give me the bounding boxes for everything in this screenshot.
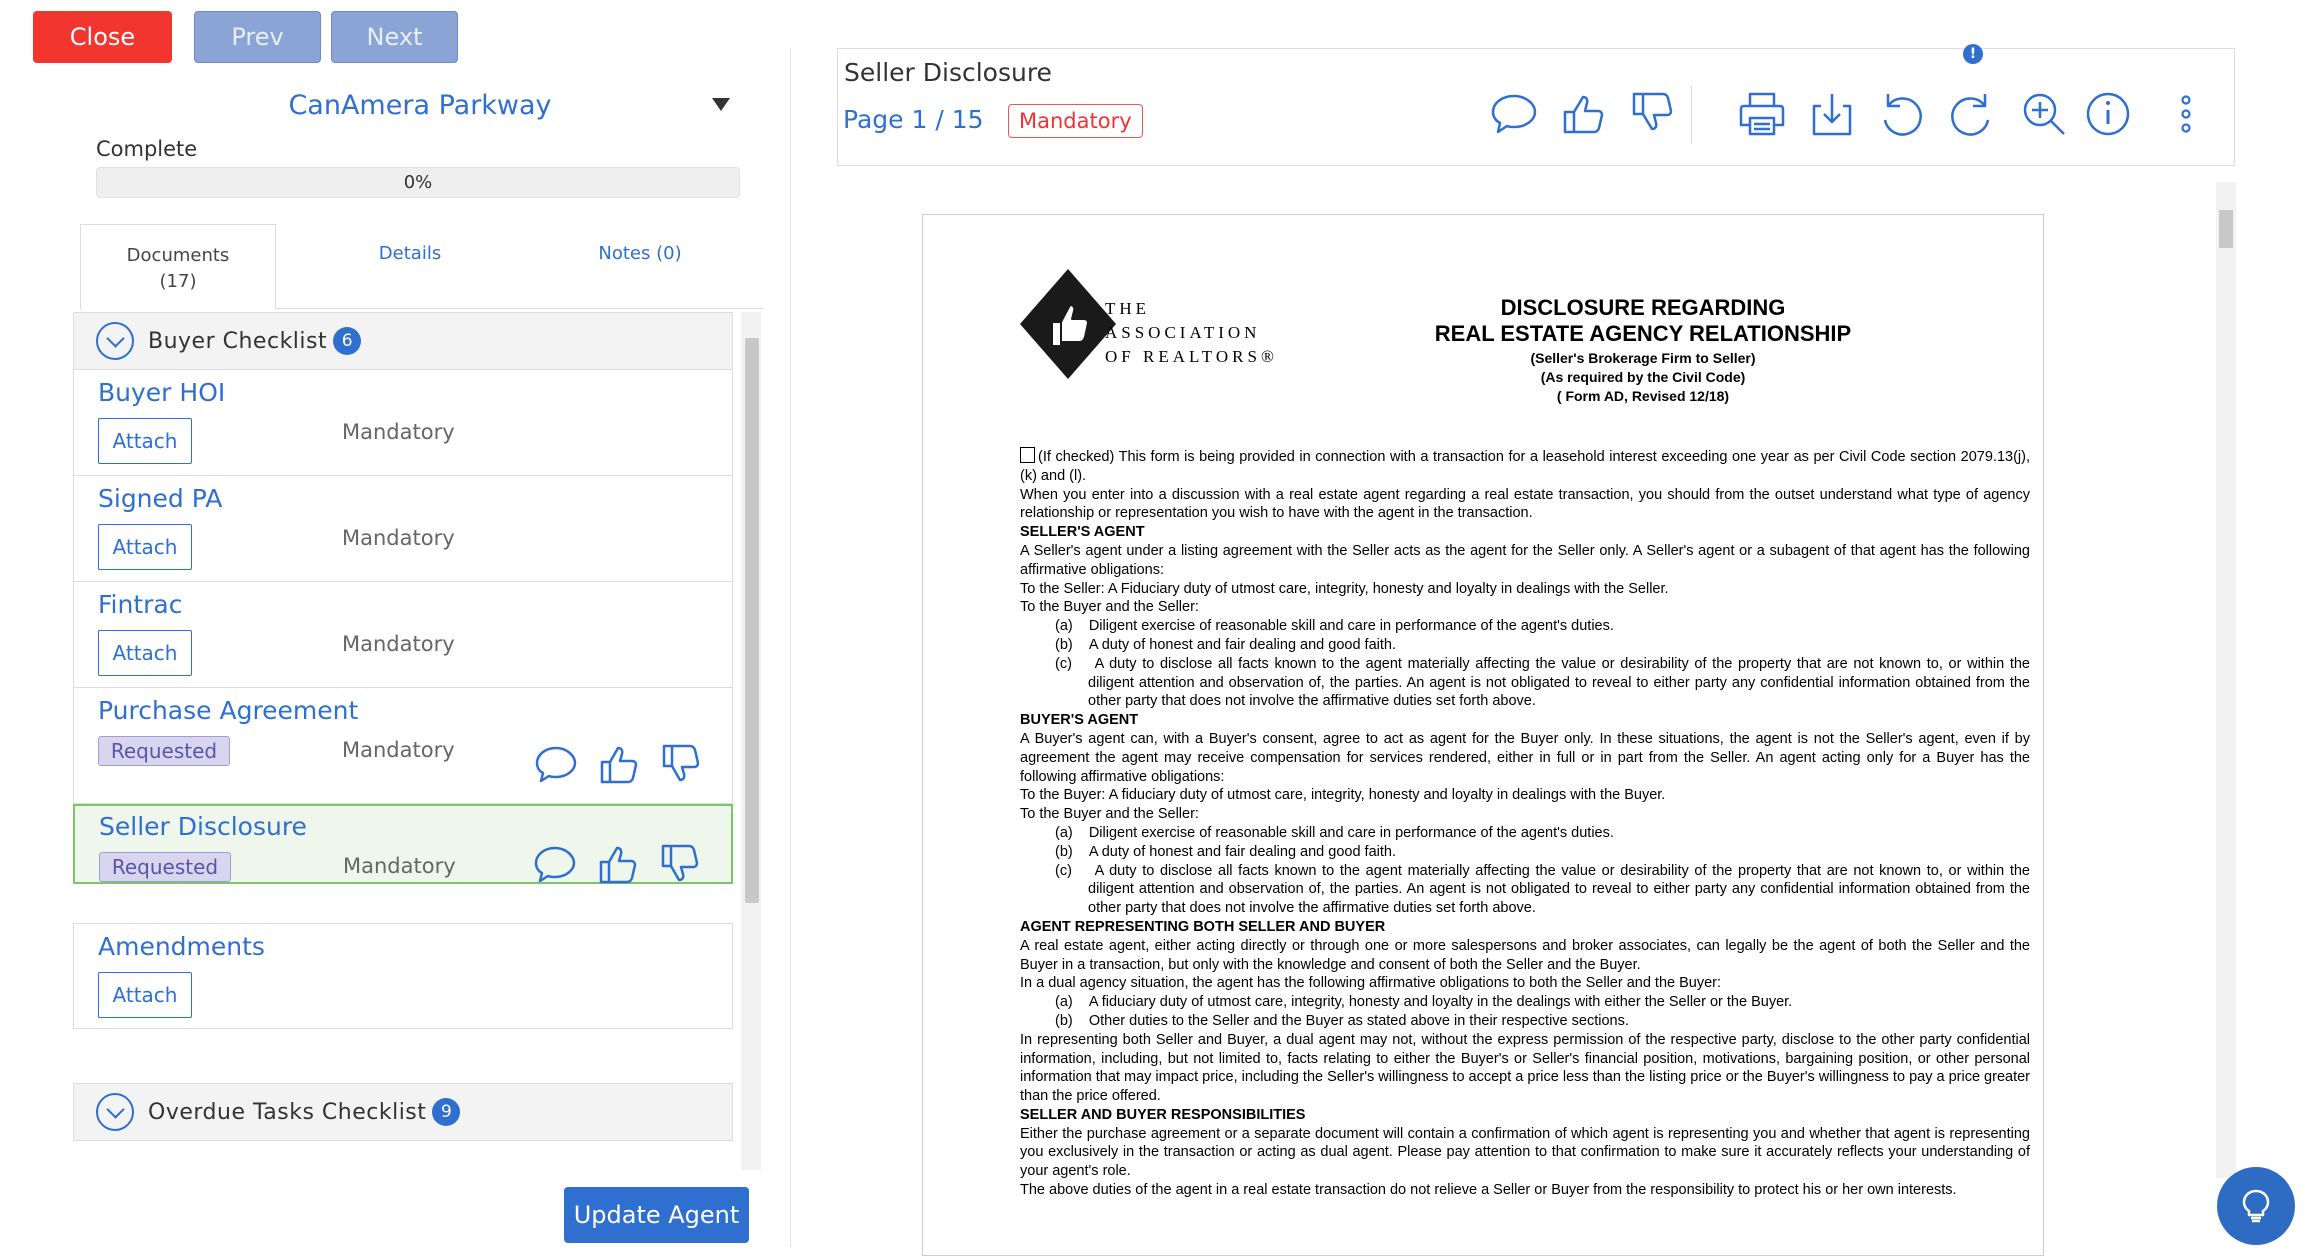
count-badge: 9 [432,1098,460,1126]
rotate-left-icon[interactable] [1876,88,1928,140]
buyer-checklist-header[interactable] [73,312,733,370]
form-paragraph: (c) A duty to disclose all facts known to the agent materially affecting the value or desirability of the property that are not known to, or within the diligent attention and observation of, the parties. An agent is not obligated to reveal to either party any confidential information obtained from the other party that does not involve the affirmative duties set forth above. [1055,655,2030,710]
form-paragraph: To the Buyer and the Seller: [1020,599,1199,616]
form-paragraph: (b) A duty of honest and fair dealing and good faith. [1055,843,1396,860]
status-text: Mandatory [343,854,456,878]
progress-bar [96,167,740,198]
item-title[interactable]: Amendments [98,932,265,961]
chevron-down-icon[interactable] [96,1093,134,1131]
thumbs-down-icon[interactable] [1626,88,1678,140]
thumbs-up-logo-icon [1018,267,1118,382]
thumbs-up-icon[interactable] [594,740,642,788]
form-paragraph: (a) Diligent exercise of reasonable skill and care in performance of the agent's duties. [1055,618,1614,635]
form-paragraph-text: (If checked) This form is being provided in connection with a transaction for a leasehold interest exceeding one year as per Civil Code section 2079.13(j), (k) and (l). [1020,449,2030,484]
status-text: Mandatory [342,738,455,762]
list-scroll-thumb[interactable] [745,338,759,903]
attach-button[interactable]: Attach [98,524,192,570]
notification-badge[interactable]: ! [1963,44,1983,64]
tab-documents-count: (17) [159,271,197,292]
tab-documents[interactable] [80,224,276,309]
toolbar-separator [1691,86,1692,144]
panel-divider [790,48,791,1247]
close-button[interactable]: Close [33,11,172,63]
tab-details[interactable]: Details [378,243,442,264]
form-paragraph: A Seller's agent under a listing agreement with the Seller acts as the agent for the Seller only. A Seller's agent or a subagent of that agent has the following affirmative obligations: [1020,542,2030,578]
group-title: Buyer Checklist [148,328,328,354]
item-title[interactable]: Buyer HOI [98,378,226,407]
form-paragraph: A real estate agent, either acting directly or through one or more salespersons and broker associates, can legally be the agent of both the Seller and the Buyer in a transaction, but only with the knowledge and consent of both the Seller and the Buyer. [1020,937,2030,973]
tab-notes[interactable]: Notes (0) [598,243,682,264]
requested-badge: Requested [99,852,231,882]
comment-icon[interactable] [532,740,580,788]
rotate-right-icon[interactable] [1945,88,1997,140]
thumbs-up-icon[interactable] [1557,88,1609,140]
status-text: Mandatory [342,632,455,656]
count-badge: 6 [333,327,361,355]
thumbs-down-icon[interactable] [656,740,704,788]
attach-button[interactable]: Attach [98,630,192,676]
form-title: DISCLOSURE REGARDING REAL ESTATE AGENCY RELATIONSHIP [1434,295,1852,346]
print-icon[interactable] [1736,88,1788,140]
item-title[interactable]: Fintrac [98,590,183,619]
tab-documents-label: Documents [126,245,230,266]
download-icon[interactable] [1806,88,1858,140]
form-paragraph: A Buyer's agent can, with a Buyer's consent, agree to act as agent for the Buyer only. In these situations, the agent is not the Seller's agent, even if by agreement the agent may receive compensation for services rendered, either in full or in part from the Seller. An agent acting only for a Buyer has the following affirmative obligations: [1020,730,2030,785]
form-subtitle: (Seller's Brokerage Firm to Seller) (As required by the Civil Code) ( Form AD, Revised 12/18) [1530,350,1756,404]
form-paragraph: BUYER'S AGENT [1020,712,1139,729]
item-title[interactable]: Seller Disclosure [99,812,307,841]
form-paragraph: Either the purchase agreement or a separate document will contain a confirmation of which agent is representing you and whether that agent is representing you exclusively in the transaction or acting as dual agent. Please pay attention to that confirmation to make sure it accurately reflects your understanding of your agent's role. [1020,1125,2030,1180]
attach-button[interactable]: Attach [98,972,192,1018]
overdue-checklist-header[interactable] [73,1083,733,1141]
list-item-active [73,804,733,884]
pdf-viewer[interactable] [837,182,2237,1199]
requested-badge: Requested [98,736,230,766]
form-paragraph: (c) A duty to disclose all facts known to the agent materially affecting the value or desirability of the property that are not known to, or within the diligent attention and observation of, the parties. An agent is not obligated to reveal to either party any confidential information obtained from the other party that does not involve the affirmative duties set forth above. [1055,862,2030,917]
form-paragraph: (b) A duty of honest and fair dealing and good faith. [1055,636,1396,653]
help-button[interactable] [2217,1167,2295,1245]
property-name[interactable]: CanAmera Parkway [288,90,552,121]
prev-button[interactable]: Prev [194,11,321,63]
form-paragraph: To the Seller: A Fiduciary duty of utmost care, integrity, honesty and loyalty in dealings with the Seller. [1020,580,1669,597]
list-item [73,370,733,476]
form-paragraph: In a dual agency situation, the agent has the following affirmative obligations to both the Seller and the Buyer: [1020,975,1722,992]
form-paragraph: SELLER'S AGENT [1020,524,1145,541]
tab-divider [276,308,764,309]
form-paragraph: (a) Diligent exercise of reasonable skill and care in performance of the agent's duties. [1055,824,1614,841]
list-item [73,582,733,688]
lightbulb-icon [2236,1186,2276,1226]
checkbox-icon [1020,447,1035,463]
progress-value: 0% [403,172,433,193]
document-title: Seller Disclosure [844,58,1052,87]
update-agent-button[interactable]: Update Agent [564,1187,749,1243]
list-item [73,476,733,582]
mandatory-badge: Mandatory [1008,104,1143,138]
pdf-page [922,214,2044,1256]
pdf-scrollbar[interactable] [2216,182,2236,1178]
list-item [73,923,733,1029]
form-paragraph: In representing both Seller and Buyer, a dual agent may not, without the express permission of the respective party, disclose to the other party confidential information, including, but not limited to, facts relating to either the Buyer's or Seller's financial position, motivations, bargaining position, or other personal information that may impact price, including the Seller's willingness to accept a price less than the listing price or the Buyer's willingness to pay a price greater than the price offered. [1020,1031,2030,1105]
form-paragraph: The above duties of the agent in a real estate transaction do not relieve a Seller or Buyer from the responsibility to protect his or her own interests. [1020,1182,1957,1199]
chevron-down-icon[interactable] [96,322,134,360]
comment-icon[interactable] [1488,88,1540,140]
page-indicator: Page 1 / 15 [843,105,984,134]
form-paragraph: To the Buyer and the Seller: [1020,806,1199,823]
thumbs-up-icon[interactable] [593,840,641,888]
more-vertical-icon[interactable] [2160,88,2212,140]
caret-down-icon[interactable] [712,98,730,111]
pdf-scroll-thumb[interactable] [2219,210,2233,248]
form-paragraph: When you enter into a discussion with a real estate agent regarding a real estate transaction, you should from the outset understand what type of agency relationship or representation you wish to have with the agent in the transaction. [1020,486,2030,522]
thumbs-down-icon[interactable] [655,840,703,888]
group-title: Overdue Tasks Checklist [148,1099,427,1125]
zoom-in-icon[interactable] [2018,88,2070,140]
status-text: Mandatory [342,420,455,444]
progress-label: Complete [96,137,198,161]
item-title[interactable]: Signed PA [98,484,223,513]
comment-icon[interactable] [531,840,579,888]
next-button[interactable]: Next [331,11,458,63]
status-text: Mandatory [342,526,455,550]
form-paragraph [1020,447,2030,486]
checklist-panel [70,310,738,1170]
item-title[interactable]: Purchase Agreement [98,696,359,725]
form-body [1020,447,2030,1200]
form-paragraph: SELLER AND BUYER RESPONSIBILITIES [1020,1106,1306,1123]
form-paragraph: (b) Other duties to the Seller and the Buyer as stated above in their respective sections. [1055,1012,1629,1029]
form-paragraph: AGENT REPRESENTING BOTH SELLER AND BUYER [1020,918,1386,935]
attach-button[interactable]: Attach [98,418,192,464]
list-item [73,688,733,804]
form-paragraph: (a) A fiduciary duty of utmost care, integrity, honesty and loyalty in the dealings with either the Seller or the Buyer. [1055,994,1793,1011]
info-icon[interactable] [2082,88,2134,140]
association-name: THE ASSOCIATION OF REALTORS® [1105,299,1278,366]
form-paragraph: To the Buyer: A fiduciary duty of utmost care, integrity, honesty and loyalty in dealings with the Buyer. [1020,787,1666,804]
